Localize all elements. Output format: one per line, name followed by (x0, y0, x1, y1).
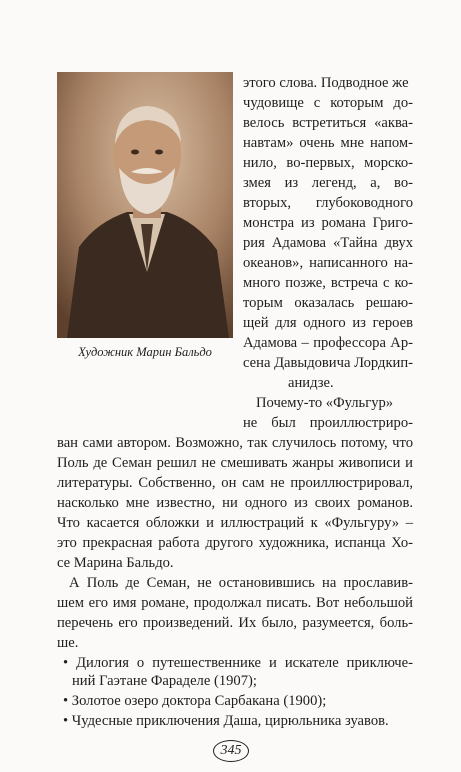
text-line: перечень его произведений. Их было, разумеется, боль- (57, 615, 413, 631)
photo-caption: Художник Марин Бальдо (78, 345, 212, 359)
text-line: велось встретиться «аква- (243, 115, 413, 131)
text-line: океанов», написанного на- (243, 255, 413, 271)
text-line: чудовище с которым до- (243, 95, 413, 111)
text-line: анидзе. (288, 375, 334, 391)
text-line: Почему-то «Фульгур» (256, 395, 394, 411)
text-line: Что касается обложки и иллюстраций к «Фульгуру» – (57, 515, 413, 531)
text-line: сена Давыдовича Лордкип- (243, 355, 414, 371)
text-line: змея из легенд, а, во- (243, 175, 413, 191)
text-line: литературы. Собственно, он сам не проиллюстрировал, (57, 475, 413, 491)
list-item: • Золотое озеро доктора Сарбакана (1900); (63, 693, 327, 709)
list-item: • Чудесные приключения Даша, цирюльника зуавов. (63, 713, 389, 729)
text-line: ше. (57, 635, 79, 651)
text-line: это прекрасная работа другого художника, испанца Хо- (57, 535, 413, 551)
text-line: рия Адамова «Тайна двух (243, 235, 413, 251)
portrait-photo-icon (57, 72, 233, 338)
text-line: ван сами автором. Возможно, так случилось потому, что (57, 435, 413, 451)
text-line: не был проиллюстриро- (243, 415, 413, 431)
text-line: насколько мне известно, ни одного из своих романов. (57, 495, 413, 511)
text-line: много позже, встреча с ко- (243, 275, 413, 291)
text-line: шем его имя романе, продолжал писать. Вот небольшой (57, 595, 413, 611)
page-number: 345 (213, 740, 249, 762)
list-item: • Дилогия о путешественнике и искателе приключе- (63, 655, 413, 671)
text-line: торым оказалась решаю- (243, 295, 413, 311)
text-line: Адамова – профессора Ар- (243, 335, 413, 351)
text-line: се Марина Бальдо. (57, 555, 174, 571)
text-line: вторых, глубоководного (243, 195, 413, 211)
portrait-photo (57, 72, 233, 338)
text-line: этого слова. Подводное же (243, 75, 409, 91)
text-line: навтам» очень мне напом- (243, 135, 413, 151)
text-line: щей для одного из героев (243, 315, 413, 331)
text-line: Поль де Семан решил не смешивать жанры живописи и (57, 455, 413, 471)
text-line: нило, во-первых, морско- (243, 155, 413, 171)
list-item-cont: ний Гаэтане Фараделе (1907); (72, 673, 257, 689)
text-line: монстра из романа Григо- (243, 215, 413, 231)
text-line: А Поль де Семан, не остановившись на прославив- (69, 575, 413, 591)
